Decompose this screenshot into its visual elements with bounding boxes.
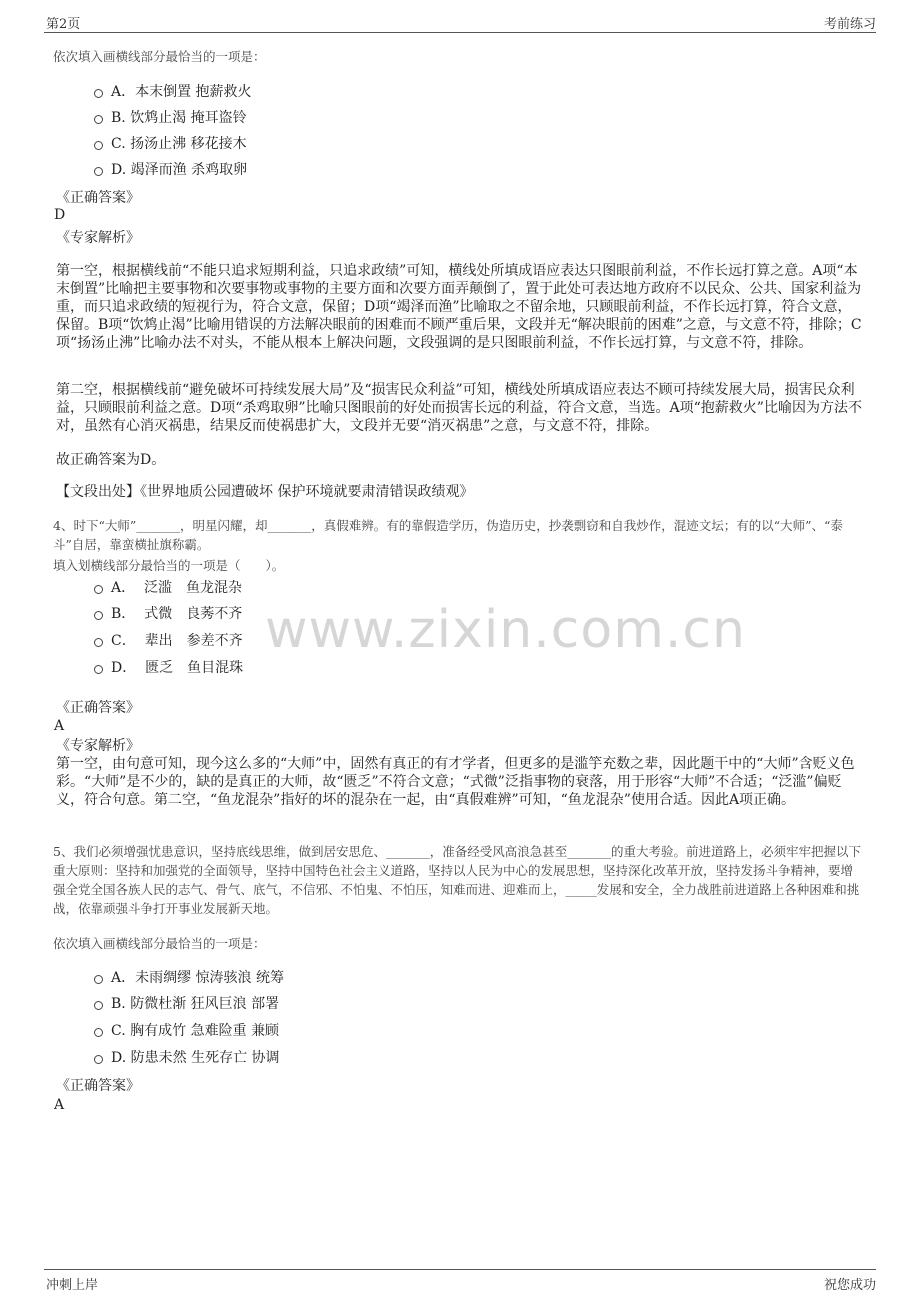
radio-icon[interactable]: [94, 1001, 103, 1010]
footer-left-text: 冲刺上岸: [46, 1278, 99, 1293]
q5-prompt: 依次填入画横线部分最恰当的一项是：: [53, 936, 266, 951]
q5-option-a[interactable]: [94, 966, 284, 988]
q4-answer-heading: 《正确答案》: [56, 700, 140, 716]
q5-option-c-label: C. 胸有成竹 急难险重 兼顾: [111, 1023, 280, 1039]
q3-option-a[interactable]: [94, 80, 252, 102]
q3-option-d[interactable]: [94, 158, 247, 180]
q4-option-b-label: B． 式微 良莠不齐: [111, 606, 243, 622]
q4-option-b[interactable]: [94, 602, 242, 624]
q3-answer: D: [54, 207, 66, 223]
q5-option-a-label: A．未雨绸缪 惊涛骇浪 统筹: [111, 970, 285, 986]
header-title: 考前练习: [823, 17, 876, 32]
radio-icon[interactable]: [94, 665, 103, 674]
q5-option-c[interactable]: [94, 1019, 279, 1041]
q4-prompt: 填入划横线部分最恰当的一项是（ ）。: [53, 558, 285, 573]
radio-icon[interactable]: [94, 1028, 103, 1037]
q3-option-b-label: B. 饮鸩止渴 掩耳盗铃: [111, 110, 247, 126]
radio-icon[interactable]: [94, 115, 103, 124]
q4-analysis-heading: 《专家解析》: [56, 738, 140, 754]
q4-question: 4、时下“大师”_______，明星闪耀，却_______，真假难辨。有的靠假造学历，伪造历史，抄袭剽窃和自我炒作，混迹文坛；有的以“大师”、“泰斗”自居，靠蛮横扯旗称霸。: [53, 518, 843, 552]
q4-option-a[interactable]: [94, 576, 242, 598]
q5-option-d[interactable]: [94, 1046, 280, 1068]
radio-icon[interactable]: [94, 167, 103, 176]
q3-conclusion: 故正确答案为D。: [56, 452, 166, 468]
q4-option-a-label: A． 泛滥 鱼龙混杂: [111, 580, 243, 596]
q3-option-c[interactable]: [94, 132, 247, 154]
q4-answer: A: [54, 718, 65, 734]
radio-icon[interactable]: [94, 585, 103, 594]
q3-option-b[interactable]: [94, 106, 247, 128]
radio-icon[interactable]: [94, 1055, 103, 1064]
q4-option-c-label: C． 辈出 参差不齐: [111, 633, 243, 649]
q4-analysis: 第一空，由句意可知，现今这么多的“大师”中，固然有真正的有才学者，但更多的是滥竽充数之辈，因此题干中的“大师”含贬义色彩。“大师”是不少的，缺的是真正的大师，故“匮乏”不符合文意；“式微”泛指事物的衰落，用于形容“大师”不合适；“泛滥”偏贬义，符合句意。第二空，“鱼龙混杂”指好的坏的混杂在一起，由“真假难辨”可知，“鱼龙混杂”使用合适。因此A项正确。: [56, 756, 855, 808]
q5-answer: A: [54, 1097, 65, 1113]
q3-option-d-label: D. 竭泽而渔 杀鸡取卵: [111, 162, 248, 178]
q3-analysis-heading: 《专家解析》: [56, 230, 140, 246]
q3-source: 【文段出处】《世界地质公园遭破坏 保护环境就要肃清错误政绩观》: [56, 484, 474, 500]
q3-option-c-label: C. 扬汤止沸 移花接木: [111, 136, 247, 152]
q5-question: 5、我们必须增强忧患意识，坚持底线思维，做到居安思危、_______，准备经受风高浪急甚至_______的重大考验。前进道路上，必须牢牢把握以下重大原则：坚持和加强党的全面领导，坚持中国特色社会主义道路，坚持以人民为中心的发展思想，坚持深化改革开放，坚持发扬斗争精神，要增强全党全国各族人民的志气、骨气、底气，不信邪、不怕鬼、不怕压，知难而进、迎难而上，_____发展和安全，全力战胜前进道路上各种困难和挑战，依靠顽强斗争打开事业发展新天地。: [53, 844, 861, 916]
q5-option-b-label: B. 防微杜渐 狂风巨浪 部署: [111, 996, 280, 1012]
q4-option-c[interactable]: [94, 629, 243, 651]
watermark: www.zixin.com.cn: [265, 600, 746, 660]
q3-analysis-para-2: 第二空，根据横线前“避免破坏可持续发展大局”及“损害民众利益”可知，横线处所填成语应表达不顾可持续发展大局，损害民众利益，只顾眼前利益之意。D项“杀鸡取卵”比喻只图眼前的好处而损害长远的利益，符合文意，当选。A项“抱薪救火”比喻因为方法不对，虽然有心消灭祸患，结果反而使祸患扩大，文段并无要“消灭祸患”之意，与文意不符，排除。: [56, 382, 862, 434]
radio-icon[interactable]: [94, 611, 103, 620]
radio-icon[interactable]: [94, 141, 103, 150]
q5-option-b[interactable]: [94, 992, 279, 1014]
q3-prompt: 依次填入画横线部分最恰当的一项是：: [53, 49, 266, 64]
radio-icon[interactable]: [94, 89, 103, 98]
q4-option-d[interactable]: [94, 656, 243, 678]
q3-answer-heading: 《正确答案》: [56, 190, 140, 206]
radio-icon[interactable]: [94, 638, 103, 647]
page-header: [44, 10, 876, 33]
page-footer: [44, 1269, 876, 1292]
q3-option-a-label: A．本末倒置 抱薪救火: [111, 84, 252, 100]
footer-right-text: 祝您成功: [823, 1278, 876, 1293]
radio-icon[interactable]: [94, 975, 103, 984]
q5-answer-heading: 《正确答案》: [56, 1078, 140, 1094]
q5-option-d-label: D. 防患未然 生死存亡 协调: [111, 1050, 280, 1066]
q4-option-d-label: D． 匮乏 鱼目混珠: [111, 660, 244, 676]
q3-analysis-para-1: 第一空，根据横线前“不能只追求短期利益，只追求政绩”可知，横线处所填成语应表达只图眼前利益，不作长远打算之意。A项“本末倒置”比喻把主要事物和次要事物或事物的主要方面和次要方面弄颠倒了，置于此处可表达地方政府不以民众、公共、国家利益为重，而只追求政绩的短视行为，符合文意，保留；D项“竭泽而渔”比喻取之不留余地，只顾眼前利益，不作长远打算，符合文意，保留。B项“饮鸩止渴”比喻用错误的方法解决眼前的困难而不顾严重后果，文段并无“解决眼前的困难”之意，与文意不符，排除；C项“扬汤止沸”比喻办法不对头，不能从根本上解决问题，文段强调的是只图眼前利益，不作长远打算，与文意不符，排除。: [56, 263, 862, 351]
page-number: 第2页: [46, 17, 81, 32]
